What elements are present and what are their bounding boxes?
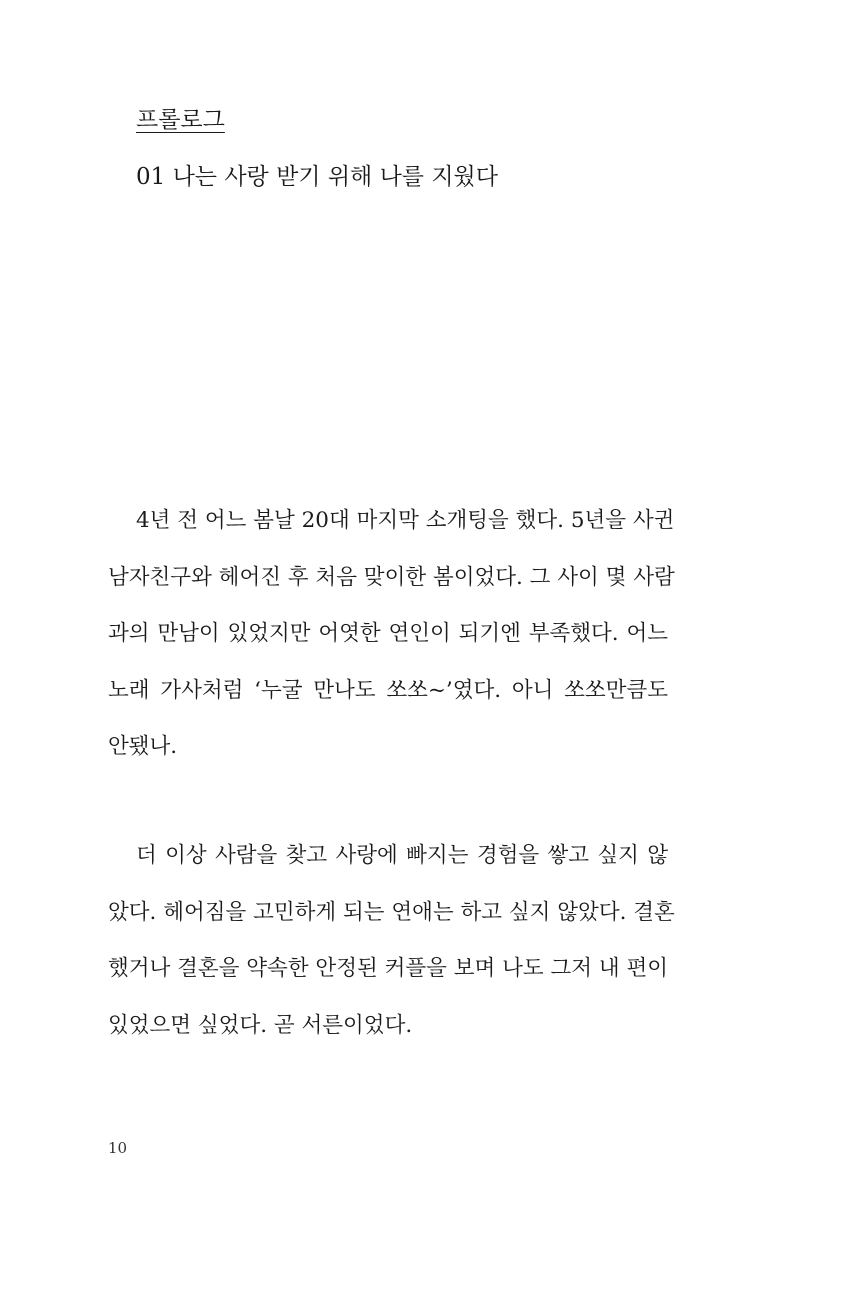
paragraph-line: 과의 만남이 있었지만 어엿한 연인이 되기엔 부족했다. 어느: [108, 621, 668, 646]
paragraph-line: 았다. 헤어짐을 고민하게 되는 연애는 하고 싶지 않았다. 결혼: [108, 899, 675, 925]
paragraph-line: 했거나 결혼을 약속한 안정된 커플을 보며 나도 그저 내 편이: [108, 956, 668, 981]
paragraph-line: 남자친구와 헤어진 후 처음 맞이한 봄이었다. 그 사이 몇 사람: [108, 564, 675, 590]
paragraph-1: [108, 505, 675, 788]
paragraph-line: 노래 가사처럼 ‘누굴 만나도 쏘쏘~’였다. 아니 쏘쏘만큼도: [108, 677, 668, 703]
section-heading-prologue: 프롤로그: [136, 107, 225, 133]
paragraph-2: [108, 840, 675, 1066]
paragraph-line: 안됐나.: [108, 734, 178, 759]
paragraph-line: 4년 전 어느 봄날 20대 마지막 소개팅을 했다. 5년을 사귄: [136, 508, 675, 533]
paragraph-line: 있었으면 싶었다. 곧 서른이었다.: [108, 1012, 413, 1038]
chapter-title: 01 나는 사랑 받기 위해 나를 지웠다: [136, 164, 498, 190]
paragraph-line: 더 이상 사람을 찾고 사랑에 빠지는 경험을 쌓고 싶지 않: [136, 843, 668, 868]
page-number: 10: [108, 1139, 128, 1157]
